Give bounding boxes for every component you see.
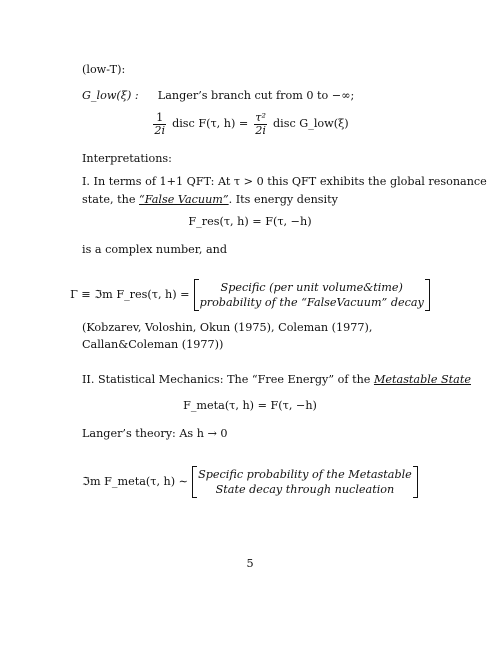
meta-row-2: State decay through nucleation xyxy=(215,483,395,497)
gamma-row-2: probability of the “FalseVacuum” decay xyxy=(199,296,424,310)
disc-rhs-fraction: $\frac{\text{τ²}}{2i}$ xyxy=(255,111,266,137)
meta-bracket xyxy=(192,466,418,498)
false-vacuum-term: “False Vacuum” xyxy=(139,193,229,206)
fres-equation: F_res(τ, h) = F(τ, −h) xyxy=(188,215,312,228)
g-low-line xyxy=(82,90,354,103)
interpretations-heading: Interpretations: xyxy=(82,152,172,165)
g-low-label: G_low(ξ) : xyxy=(82,89,139,102)
disc-equation xyxy=(0,112,500,137)
meta-row-1: Specific probability of the Metastable xyxy=(198,468,412,481)
metastable-equation xyxy=(0,466,500,498)
disc-lhs-fraction: $\frac{1}{2i}$ xyxy=(154,111,166,137)
langer-branch-cut-text: Langer’s branch cut from 0 to −∞; xyxy=(157,89,355,102)
disc-lhs-expr: disc F(τ, h) = xyxy=(172,116,249,130)
qft-line-2: state, the “False Vacuum”. Its energy density xyxy=(82,193,338,206)
low-t-header: (low-T): xyxy=(82,63,126,76)
metastable-state-term: Metastable State xyxy=(373,373,471,386)
fmeta-equation: F_meta(τ, h) = F(τ, −h) xyxy=(183,399,317,412)
reference-line-1: (Kobzarev, Voloshin, Okun (1975), Coleman (1977), xyxy=(82,321,373,334)
stat-mech-line: II. Statistical Mechanics: The “Free Energy” of the Metastable State xyxy=(82,373,471,386)
qft-line-1: I. In terms of 1+1 QFT: At τ > 0 this QFT exhibits the global resonance xyxy=(82,175,487,188)
meta-lhs: ℑm F_meta(τ, h) ∼ xyxy=(82,474,189,488)
gamma-bracket xyxy=(194,279,430,311)
gamma-row-1: Specific (per unit volume&time) xyxy=(220,281,403,294)
complex-number-text: is a complex number, and xyxy=(82,243,228,256)
reference-line-2: Callan&Coleman (1977)) xyxy=(82,338,224,351)
gamma-equation xyxy=(0,279,500,311)
gamma-lhs: Γ ≡ ℑm F_res(τ, h) = xyxy=(70,287,190,301)
langer-theory-line: Langer’s theory: As h → 0 xyxy=(82,427,228,440)
disc-rhs-expr: disc G_low(ξ) xyxy=(273,116,349,130)
page-number: 5 xyxy=(246,557,254,570)
